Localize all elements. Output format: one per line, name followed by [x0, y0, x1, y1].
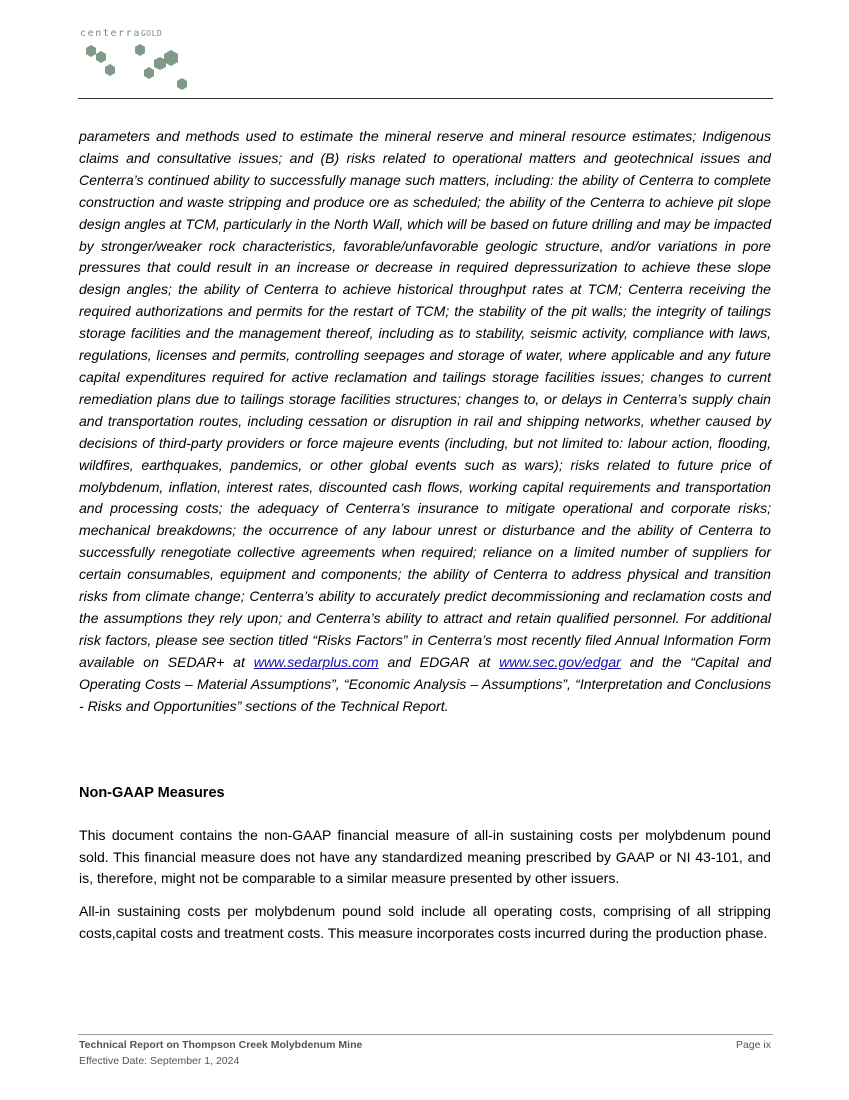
hexagon-cluster-icon: [80, 42, 200, 94]
non-gaap-paragraph-2: All-in sustaining costs per molybdenum pound sold include all operating costs, comprising of all stripping costs,capital costs and treatment costs. This measure incorporates costs incurred during the production phase.: [79, 903, 771, 941]
non-gaap-paragraph-1: This document contains the non-GAAP financial measure of all-in sustaining costs per molybdenum pound sold. This financial measure does not have any standardized meaning prescribed by GAAP or NI 43-101, and is, therefore, might not be comparable to a similar measure presented by other issuers.: [79, 827, 771, 886]
forward-looking-statements-continuation: parameters and methods used to estimate the mineral reserve and mineral resource estimates; Indigenous claims and consultative issues; and (B) risks related to operational matters and geotechnical issues and Centerra’s continued ability to successfully manage such matters, including: the ability of Centerra to complete construction and waste stripping and produce ore as scheduled; the ability of the Centerra to achieve pit slope design angles at TCM, particularly in the North Wall, which will be based on future drilling and may be impacted by stronger/weaker rock characteristics, favorable/unfavorable geologic structure, and/or variations in pore pressures that could result in an increase or decrease in required depressurization to achieve these slope design angles; the ability of Centerra to achieve historical throughput rates at TCM; Centerra receiving the required authorizations and permits for the restart of TCM; the stability of the pit walls; the integrity of tailings storage facilities and the management thereof, including as to stability, seismic activity, compliance with laws, regulations, licenses and permits, controlling seepages and storage of water, where applicable and any future capital expenditures required for active reclamation and tailings storage facilities issues; changes to current remediation plans due to tailings storage facilities structures; changes to, or delays in Centerra’s supply chain and transportation routes, including cessation or disruption in rail and shipping networks, whether caused by decisions of third-party providers or force majeure events (including, but not limited to: labour action, flooding, wildfires, earthquakes, pandemics, or other global events such as wars); risks related to future price of molybdenum, inflation, interest rates, discounted cash flows, working capital requirements and transportation and processing costs; the adequacy of Centerra’s insurance to mitigate operational and corporate risks; mechanical breakdowns; the occurrence of any labour unrest or disturbance and the ability of Centerra to successfully renegotiate collective agreements when required; reliance on a limited number of suppliers for certain consumables, equipment and components; the ability of Centerra to address physical and transition risks from climate change; Centerra’s ability to accurately predict decommissioning and reclamation costs and the assumptions they rely upon; and Centerra’s ability to attract and retain qualified personnel. For additional risk factors, please see section titled “Risks Factors” in Centerra’s most recently filed Annual Information Form available on SEDAR+ at www.sedarplus.com and EDGAR at www.sec.gov/edgar and the “Capital and Operating Costs – Material Assumptions”, “Economic Analysis – Assumptions”, “Interpretation and Conclusions - Risks and Opportunities” sections of the Technical Report.: [79, 128, 772, 714]
sec-edgar-link[interactable]: www.sec.gov/edgar: [499, 653, 621, 670]
centerra-gold-logo: [80, 28, 200, 94]
footer-report-title: Technical Report on Thompson Creek Molybdenum Mine: [79, 1039, 363, 1051]
sedarplus-link[interactable]: www.sedarplus.com: [253, 653, 379, 670]
non-gaap-heading: Non-GAAP Measures: [79, 785, 225, 801]
footer-effective-date: Effective Date: September 1, 2024: [79, 1055, 240, 1067]
footer-divider: [78, 1034, 773, 1035]
footer-page-number: Page ix: [735, 1039, 771, 1051]
logo-wordmark: centerraGOLD: [80, 28, 163, 39]
header-divider: [78, 98, 773, 99]
